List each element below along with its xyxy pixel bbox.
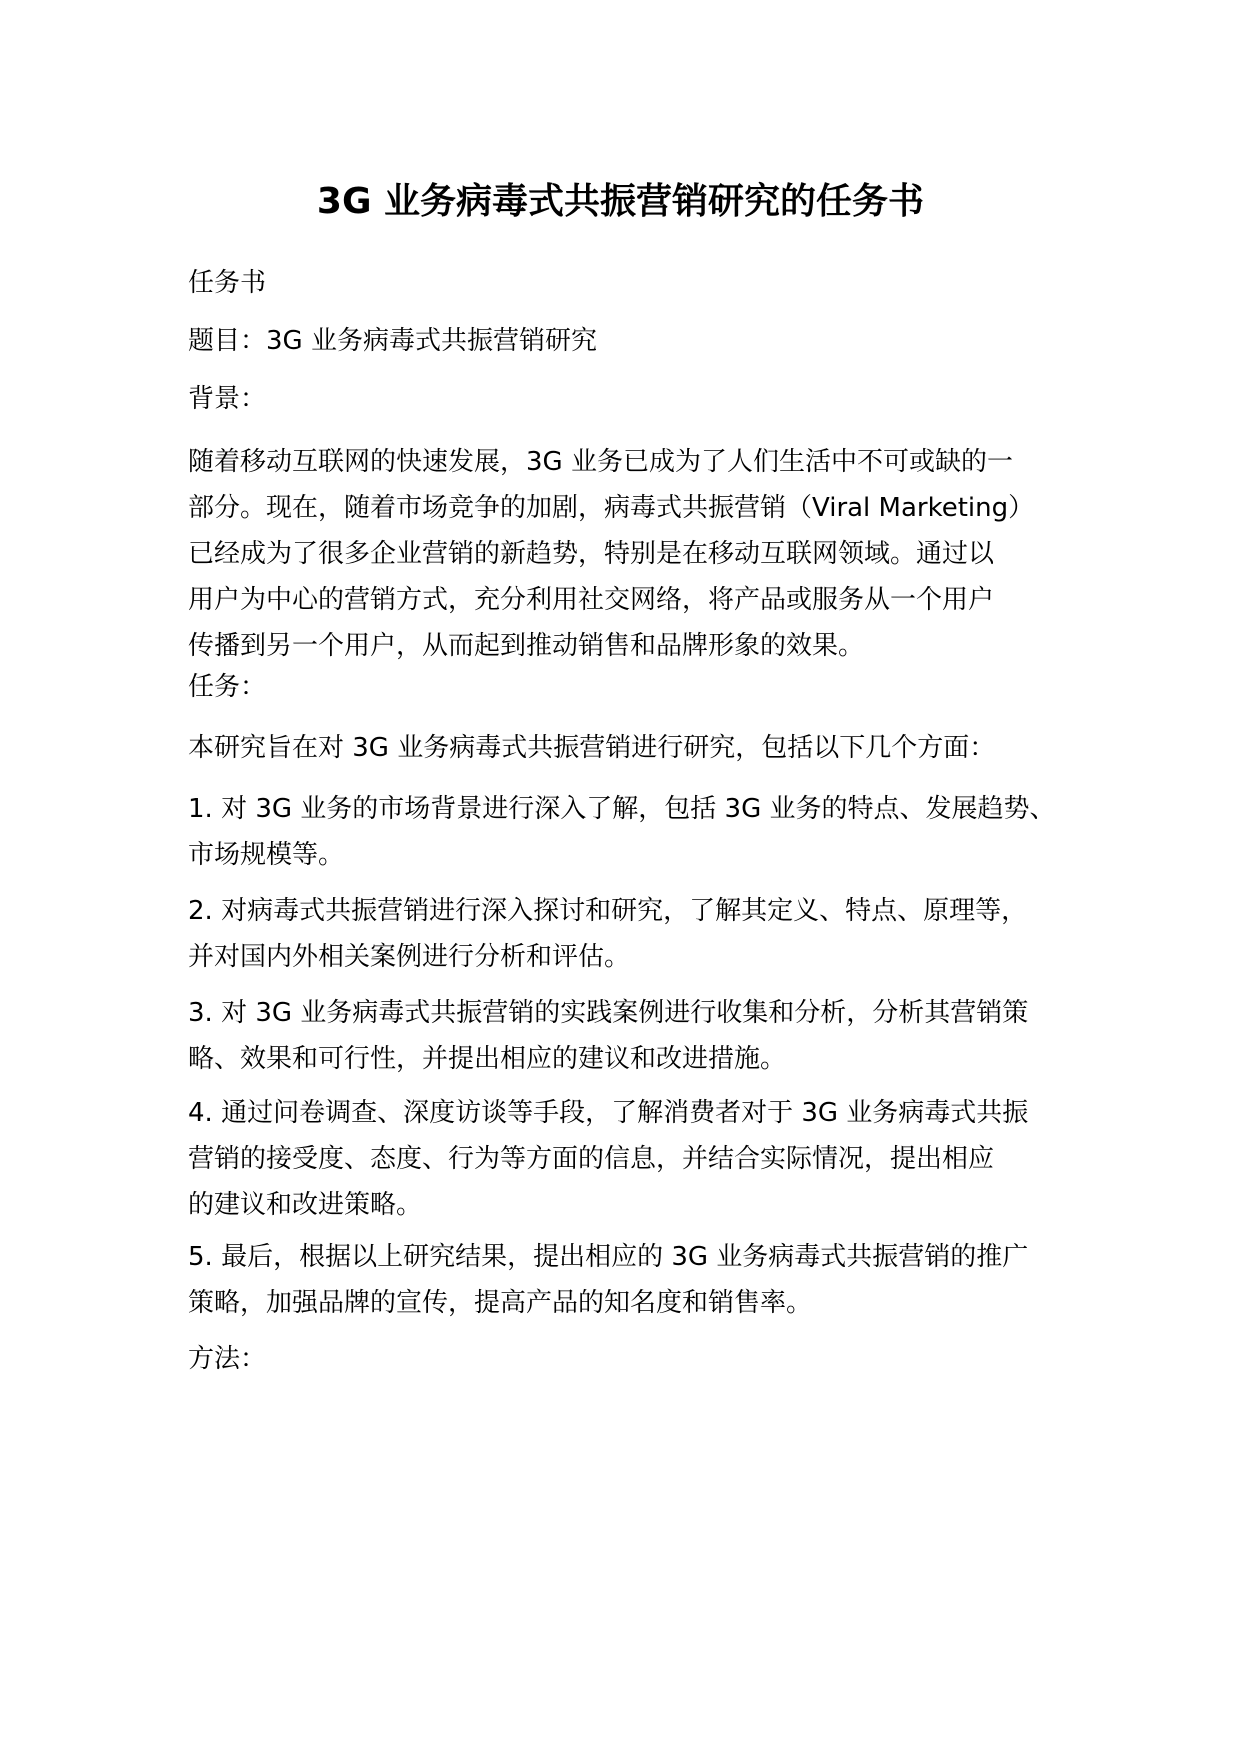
paragraph-line: 传播到另一个用户，从而起到推动销售和品牌形象的效果。 xyxy=(188,631,865,661)
paragraph-line: 并对国内外相关案例进行分析和评估。 xyxy=(188,942,631,972)
list-item-3 xyxy=(188,990,1028,1082)
paragraph-line: 策略，加强品牌的宣传，提高产品的知名度和销售率。 xyxy=(188,1288,813,1318)
paragraph-line: 部分。现在，随着市场竞争的加剧，病毒式共振营销（Viral Marketing） xyxy=(188,493,1035,523)
list-item-4 xyxy=(188,1090,1028,1228)
paragraph-task-intro xyxy=(188,725,995,771)
paragraph-line: 市场规模等。 xyxy=(188,840,345,870)
paragraph-line: 方法： xyxy=(188,1344,267,1374)
document-title: 3G 业务病毒式共振营销研究的任务书 xyxy=(316,181,925,222)
paragraph-line: 本研究旨在对 3G 业务病毒式共振营销进行研究，包括以下几个方面： xyxy=(188,733,996,763)
paragraph-line: 营销的接受度、态度、行为等方面的信息，并结合实际情况，提出相应 xyxy=(188,1144,995,1174)
paragraph-line: 3. 对 3G 业务病毒式共振营销的实践案例进行收集和分析，分析其营销策 xyxy=(188,998,1029,1028)
paragraph-topic xyxy=(188,318,597,364)
list-item-1 xyxy=(188,786,1056,878)
paragraph-line: 1. 对 3G 业务的市场背景进行深入了解，包括 3G 业务的特点、发展趋势、 xyxy=(188,794,1056,824)
paragraph-line: 题目：3G 业务病毒式共振营销研究 xyxy=(188,326,597,356)
paragraph-heading-method xyxy=(188,1336,266,1382)
paragraph-background-body xyxy=(188,439,1034,669)
paragraph-line: 用户为中心的营销方式，充分利用社交网络，将产品或服务从一个用户 xyxy=(188,585,995,615)
paragraph-line: 任务： xyxy=(188,672,267,702)
paragraph-line: 已经成为了很多企业营销的新趋势，特别是在移动互联网领域。通过以 xyxy=(188,539,995,569)
paragraph-line: 的建议和改进策略。 xyxy=(188,1190,423,1220)
paragraph-line: 略、效果和可行性，并提出相应的建议和改进措施。 xyxy=(188,1044,787,1074)
list-item-5 xyxy=(188,1234,1028,1326)
paragraph-line: 4. 通过问卷调查、深度访谈等手段，了解消费者对于 3G 业务病毒式共振 xyxy=(188,1098,1029,1128)
paragraph-heading-task-book xyxy=(188,260,266,306)
paragraph-heading-task xyxy=(188,664,266,710)
paragraph-line: 随着移动互联网的快速发展，3G 业务已成为了人们生活中不可或缺的一 xyxy=(188,447,1013,477)
paragraph-line: 2. 对病毒式共振营销进行深入探讨和研究，了解其定义、特点、原理等， xyxy=(188,896,1028,926)
paragraph-line: 5. 最后，根据以上研究结果，提出相应的 3G 业务病毒式共振营销的推广 xyxy=(188,1242,1029,1272)
paragraph-line: 任务书 xyxy=(188,268,267,298)
list-item-2 xyxy=(188,888,1027,980)
paragraph-heading-background xyxy=(188,376,266,422)
paragraph-line: 背景： xyxy=(188,384,267,414)
